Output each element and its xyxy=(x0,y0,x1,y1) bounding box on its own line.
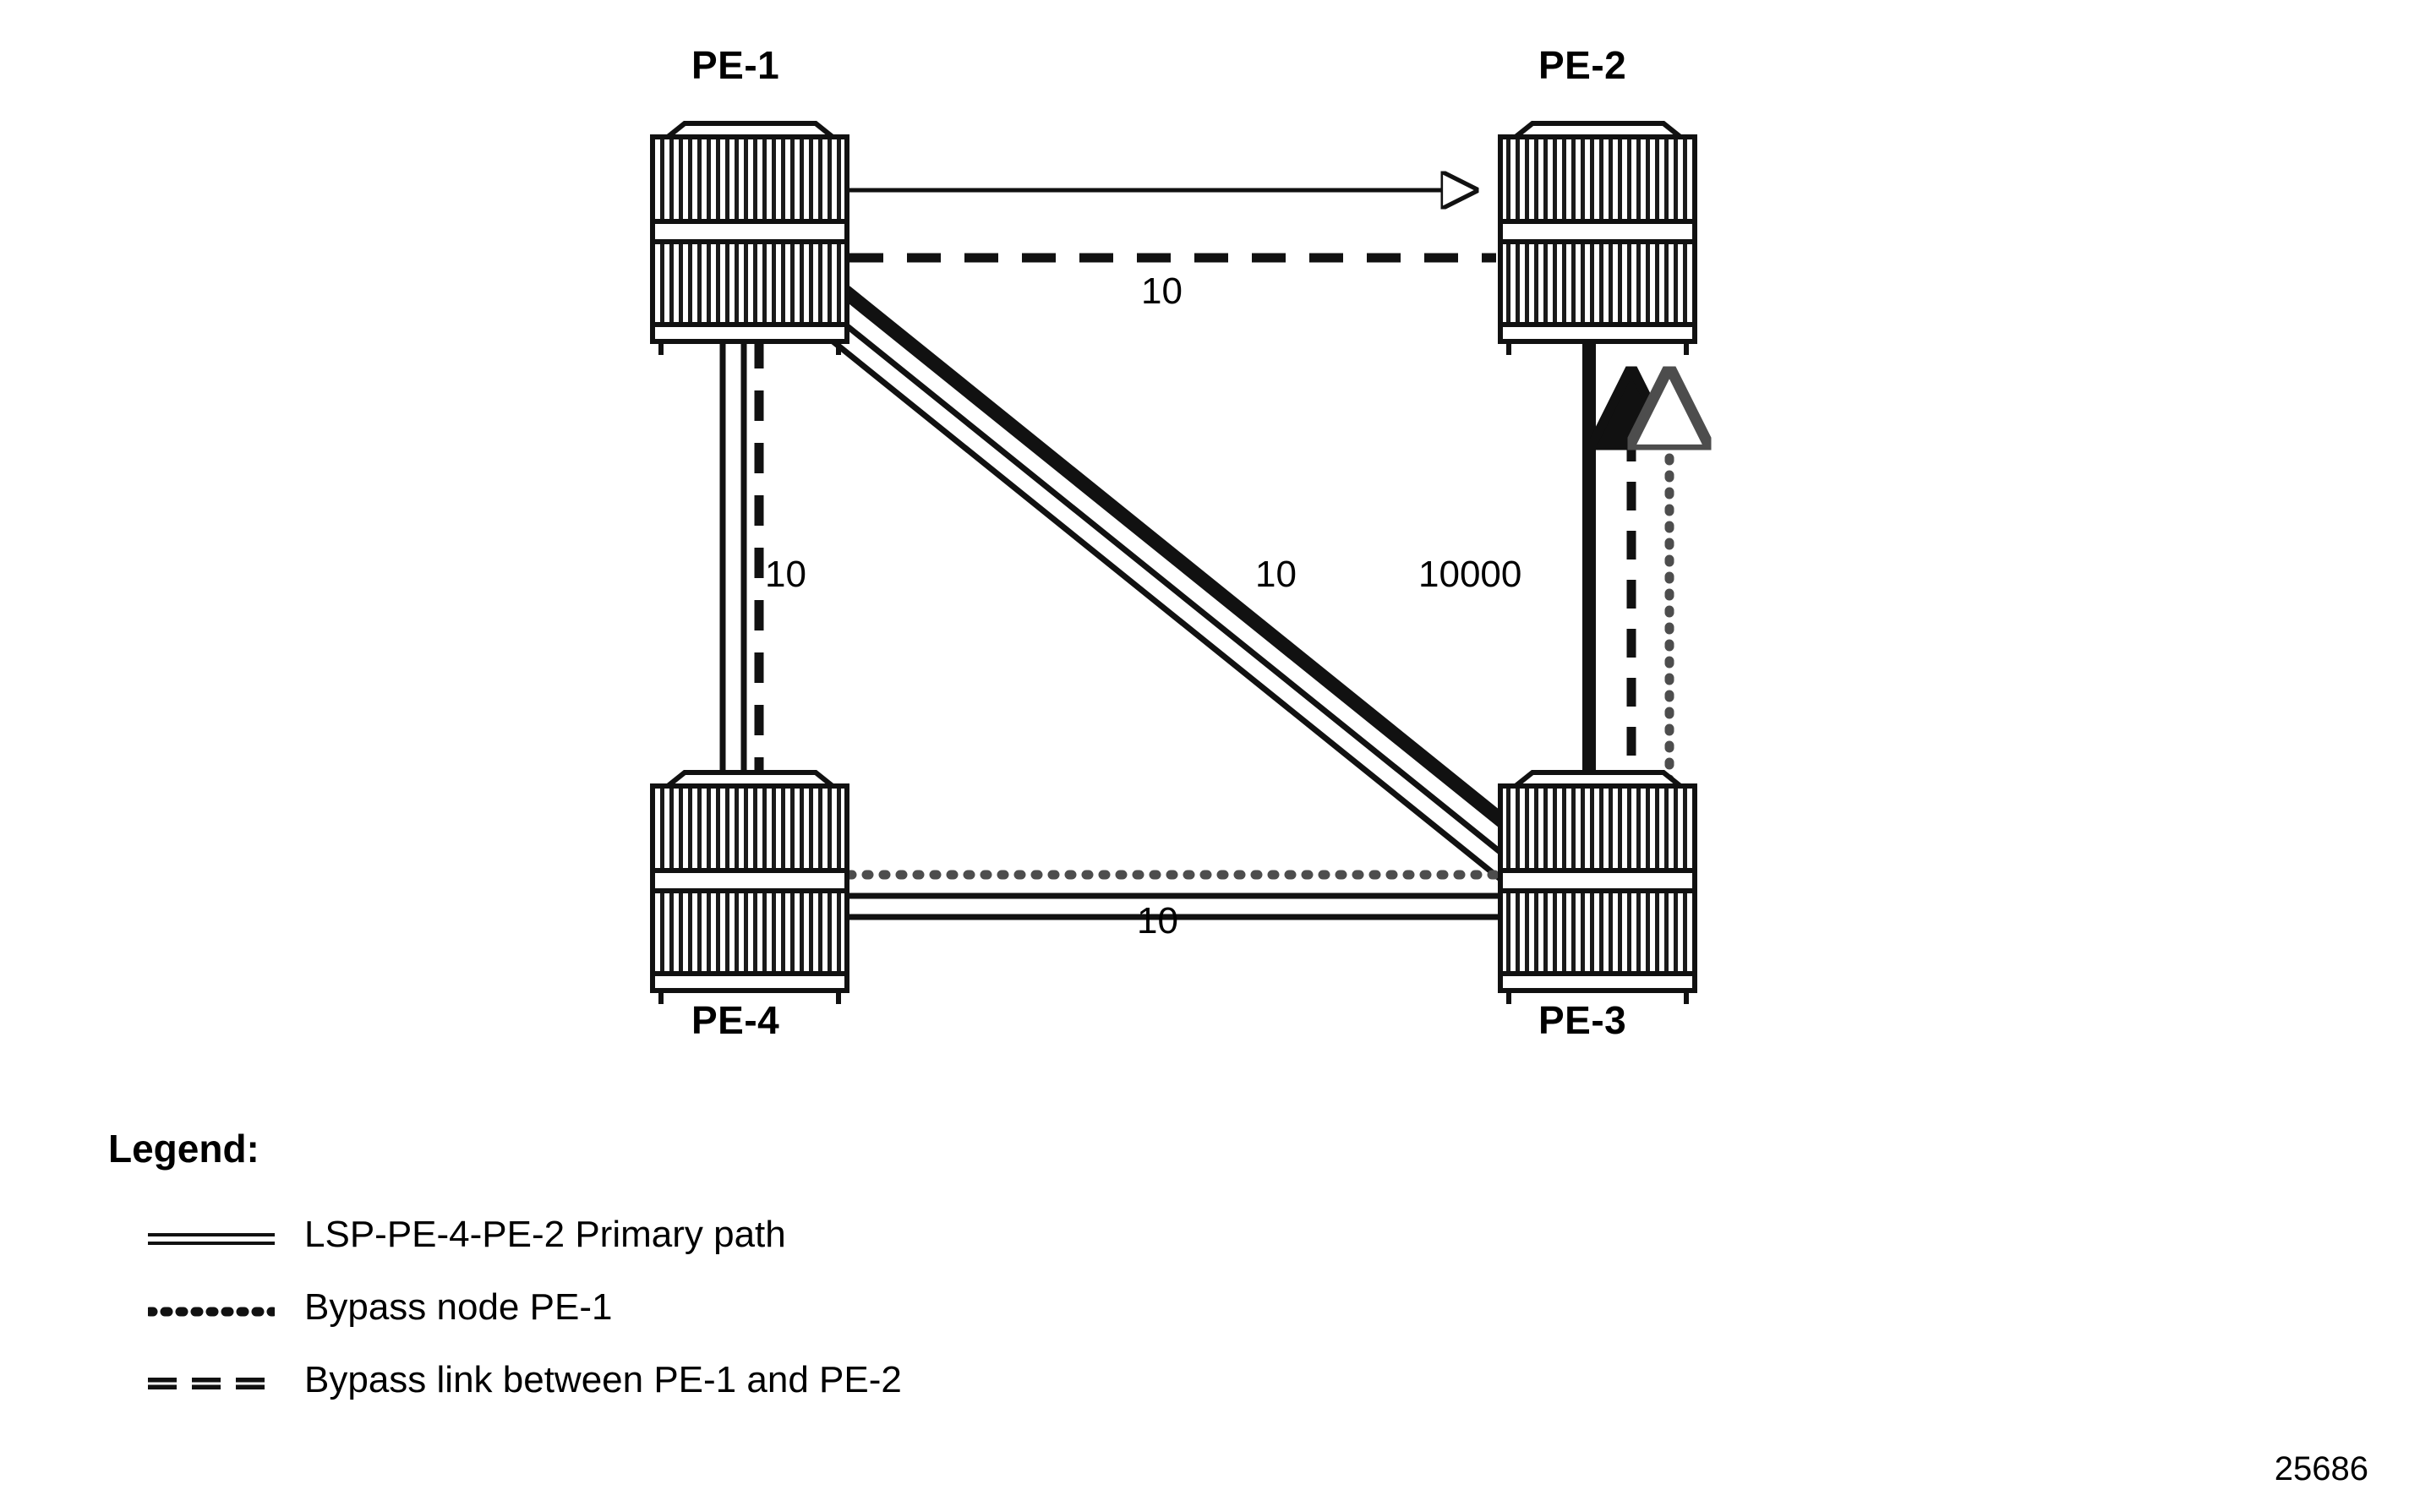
figure-number: 25686 xyxy=(2274,1450,2368,1487)
node-label-pe2: PE-2 xyxy=(1538,43,1627,87)
legend-sample-bypass-node xyxy=(148,1300,275,1322)
legend-label-bypass-node: Bypass node PE-1 xyxy=(304,1286,613,1328)
router-pe4[interactable] xyxy=(653,772,847,1004)
legend-title: Legend: xyxy=(108,1127,259,1171)
cost-label-pe1-pe2: 10 xyxy=(1141,270,1183,312)
legend-sample-bypass-link xyxy=(148,1373,275,1395)
node-label-pe4: PE-4 xyxy=(691,998,780,1042)
cost-label-pe1-pe4: 10 xyxy=(765,554,806,595)
router-pe2[interactable] xyxy=(1500,123,1695,355)
node-label-pe1: PE-1 xyxy=(691,43,780,87)
link-pe1-pe3 xyxy=(827,292,1521,879)
legend-label-primary-path: LSP-PE-4-PE-2 Primary path xyxy=(304,1214,786,1255)
legend-sample-primary-path xyxy=(148,1227,275,1249)
cost-label-pe4-pe3: 10 xyxy=(1137,900,1178,942)
cost-label-pe2-pe3: 10000 xyxy=(1418,554,1522,595)
legend-label-bypass-link: Bypass link between PE-1 and PE-2 xyxy=(304,1359,902,1400)
router-pe1[interactable] xyxy=(653,123,847,355)
node-label-pe3: PE-3 xyxy=(1538,998,1627,1042)
cost-label-pe1-pe3: 10 xyxy=(1255,554,1297,595)
router-pe3[interactable] xyxy=(1500,772,1695,1004)
